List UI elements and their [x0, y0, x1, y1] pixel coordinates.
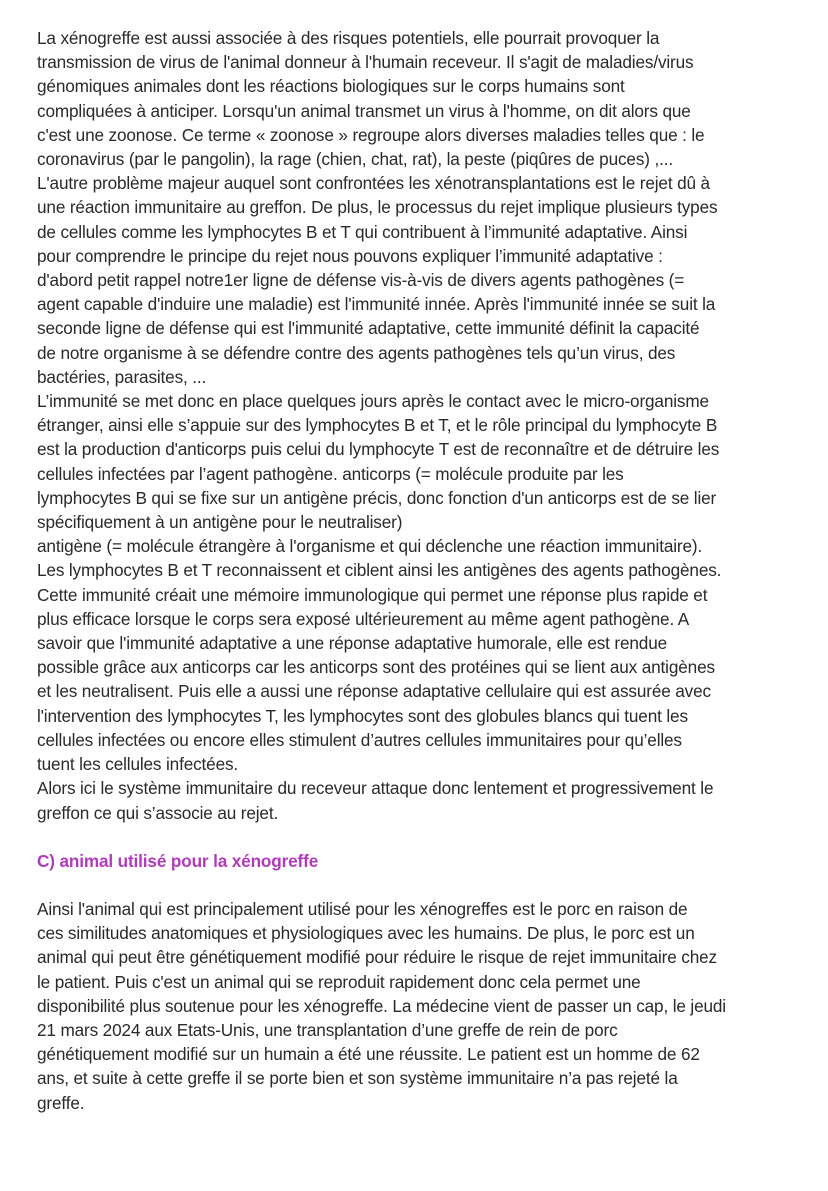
- text-line: animal qui peut être génétiquement modifié pour réduire le risque de rejet immunitaire chez: [37, 947, 717, 968]
- text-line: ces similitudes anatomiques et physiologiques avec les humains. De plus, le porc est un: [37, 923, 695, 944]
- text-line: étranger, ainsi elle s’appuie sur des lymphocytes B et T, et le rôle principal du lymphocyte B: [37, 415, 718, 436]
- text-line: disponibilité plus soutenue pour les xénogreffe. La médecine vient de passer un cap, le jeudi: [37, 995, 726, 1016]
- text-line: de notre organisme à se défendre contre des agents pathogènes tels qu’un virus, des: [37, 342, 676, 363]
- text-line: génétiquement modifié sur un humain a été une réussite. Le patient est un homme de 62: [37, 1044, 700, 1065]
- text-line: coronavirus (par le pangolin), la rage (chien, chat, rat), la peste (piqûres de puces) ,...: [37, 149, 673, 170]
- text-line: d'abord petit rappel notre1er ligne de défense vis-à-vis de divers agents pathogènes (=: [37, 270, 685, 291]
- text-line: tuent les cellules infectées.: [37, 754, 239, 775]
- text-line: savoir que l'immunité adaptative a une réponse adaptative humorale, elle est rendue: [37, 633, 668, 654]
- paragraph-animal-used: [37, 897, 798, 1115]
- text-line: génomiques animales dont les réactions biologiques sur le corps humains sont: [37, 76, 625, 97]
- text-line: le patient. Puis c'est un animal qui se reproduit rapidement donc cela permet une: [37, 971, 641, 992]
- text-line: Cette immunité créait une mémoire immunologique qui permet une réponse plus rapide et: [37, 584, 708, 605]
- text-line: plus efficace lorsque le corps sera exposé ultérieurement au même agent pathogène. A: [37, 608, 690, 629]
- section-heading: C) animal utilisé pour la xénogreffe: [37, 850, 319, 871]
- text-line: bactéries, parasites, ...: [37, 366, 207, 387]
- paragraph-risks-and-immunity: [37, 26, 798, 825]
- text-line: spécifiquement à un antigène pour le neutraliser): [37, 512, 403, 533]
- text-line: cellules infectées par l’agent pathogène. anticorps (= molécule produite par les: [37, 463, 624, 484]
- text-line: possible grâce aux anticorps car les anticorps sont des protéines qui se lient aux antigènes: [37, 657, 715, 678]
- text-line: lymphocytes B qui se fixe sur un antigène précis, donc fonction d'un anticorps est de se lier: [37, 487, 717, 508]
- text-line: seconde ligne de défense qui est l'immunité adaptative, cette immunité définit la capacité: [37, 318, 700, 339]
- text-line: transmission de virus de l'animal donneur à l'humain receveur. Il s'agit de maladies/virus: [37, 52, 694, 73]
- text-line: c'est une zoonose. Ce terme « zoonose » regroupe alors diverses maladies telles que : le: [37, 124, 705, 145]
- text-line: cellules infectées ou encore elles stimulent d’autres cellules immunitaires pour qu’elles: [37, 729, 682, 750]
- text-line: antigène (= molécule étrangère à l'organisme et qui déclenche une réaction immunitaire).: [37, 536, 703, 557]
- text-line: est la production d'anticorps puis celui du lymphocyte T est de reconnaître et de détruire les: [37, 439, 720, 460]
- text-line: compliquées à anticiper. Lorsqu'un animal transmet un virus à l'homme, on dit alors que: [37, 100, 691, 121]
- text-line: L’immunité se met donc en place quelques jours après le contact avec le micro-organisme: [37, 391, 709, 412]
- text-line: 21 mars 2024 aux Etats-Unis, une transplantation d’une greffe de rein de porc: [37, 1019, 618, 1040]
- text-line: ans, et suite à cette greffe il se porte bien et son système immunitaire n’a pas rejeté la: [37, 1068, 678, 1089]
- text-line: Ainsi l'animal qui est principalement utilisé pour les xénogreffes est le porc en raison de: [37, 898, 688, 919]
- text-line: pour comprendre le principe du rejet nous pouvons expliquer l’immunité adaptative :: [37, 245, 663, 266]
- text-line: greffe.: [37, 1092, 85, 1113]
- text-line: Alors ici le système immunitaire du receveur attaque donc lentement et progressivement le: [37, 778, 714, 799]
- text-line: une réaction immunitaire au greffon. De plus, le processus du rejet implique plusieurs types: [37, 197, 718, 218]
- text-line: La xénogreffe est aussi associée à des risques potentiels, elle pourrait provoquer la: [37, 28, 660, 48]
- text-line: Les lymphocytes B et T reconnaissent et ciblent ainsi les antigènes des agents pathogènes.: [37, 560, 722, 581]
- text-line: agent capable d'induire une maladie) est l'immunité innée. Après l'immunité innée se suit la: [37, 294, 716, 315]
- text-line: L'autre problème majeur auquel sont confrontées les xénotransplantations est le rejet dû à: [37, 173, 710, 194]
- text-line: l'intervention des lymphocytes T, les lymphocytes sont des globules blancs qui tuent les: [37, 705, 688, 726]
- text-line: et les neutralisent. Puis elle a aussi une réponse adaptative cellulaire qui est assurée avec: [37, 681, 711, 702]
- text-line: greffon ce qui s’associe au rejet.: [37, 802, 279, 823]
- text-line: de cellules comme les lymphocytes B et T qui contribuent à l’immunité adaptative. Ainsi: [37, 221, 688, 242]
